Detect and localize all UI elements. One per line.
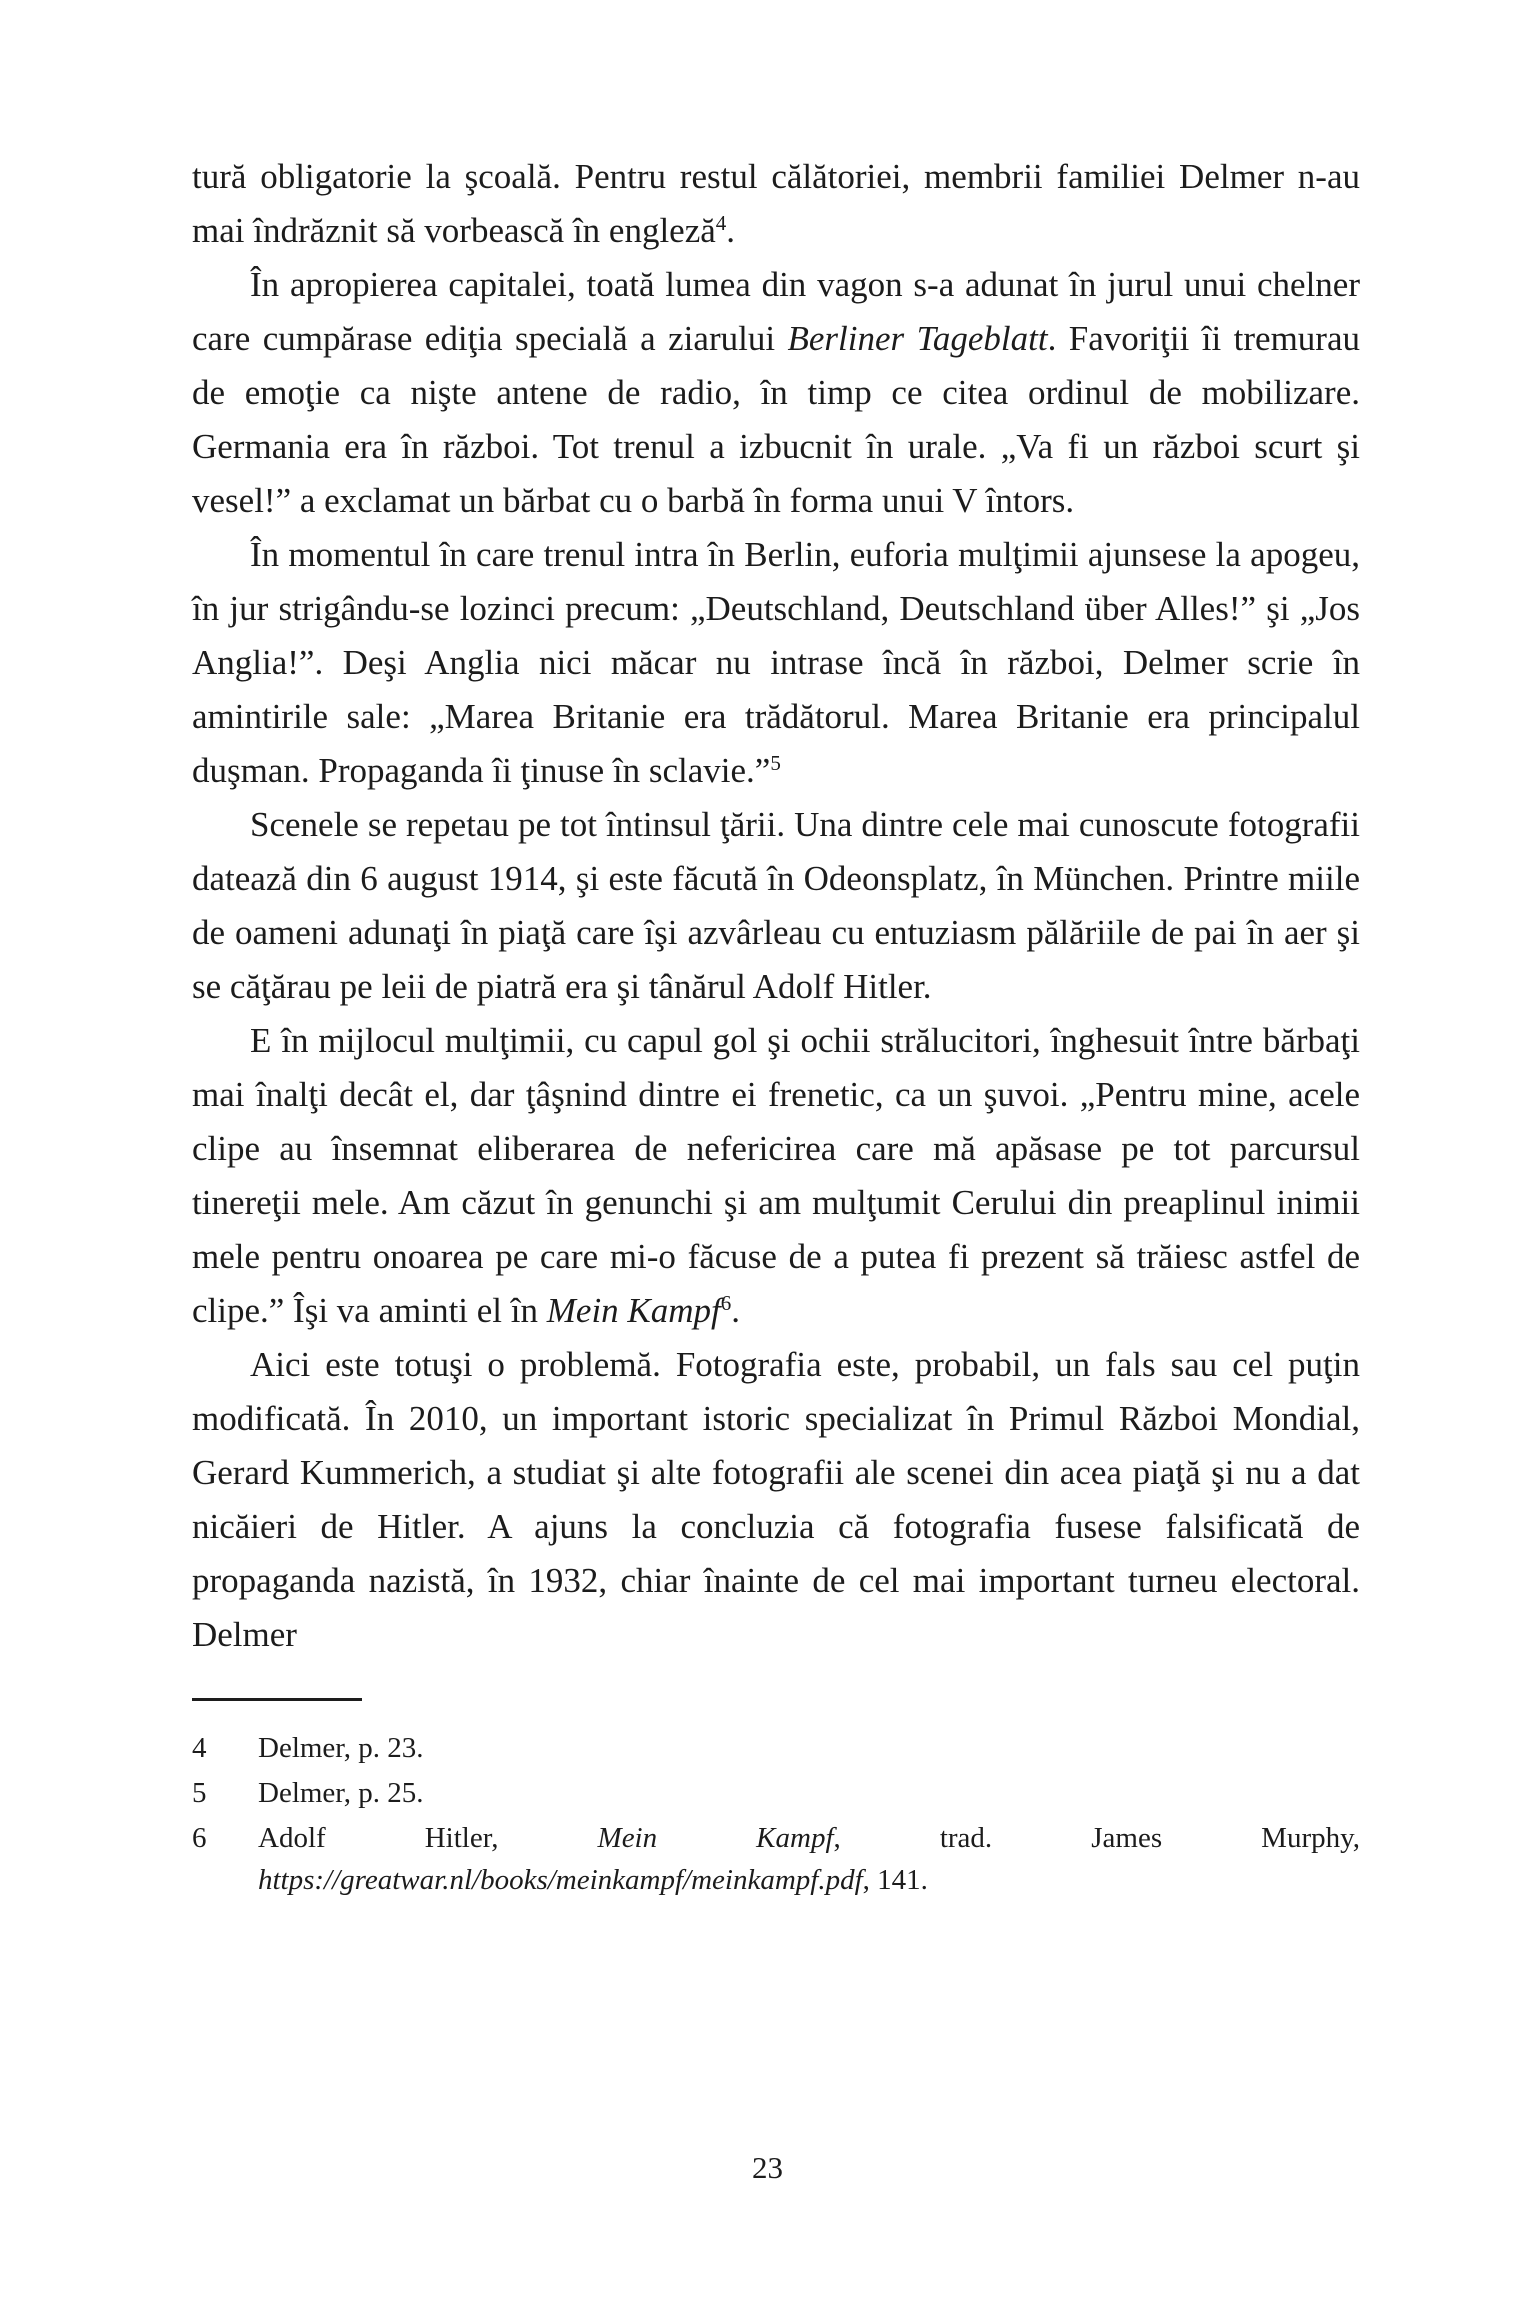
footnote-text bbox=[258, 1732, 424, 1764]
footnote-text bbox=[258, 1777, 424, 1809]
text-block bbox=[192, 150, 1360, 1904]
paragraph bbox=[192, 798, 1360, 1014]
page-number: 23 bbox=[752, 2150, 783, 2185]
footnote bbox=[192, 1772, 1360, 1814]
text-run: . bbox=[731, 1291, 741, 1330]
footnotes-section bbox=[192, 1698, 1360, 1901]
footnote-ref: 5 bbox=[770, 751, 781, 776]
italic-text: Mein Kampf bbox=[546, 1291, 721, 1330]
footnote-number: 6 bbox=[192, 1822, 207, 1854]
text-run: În apropierea capitalei, toată lumea din vagon s-a adunat în jurul unui chelner care cumpărase ediţia specială a ziarului bbox=[192, 265, 1360, 358]
footnote-number: 4 bbox=[192, 1732, 207, 1764]
text-run: tură obligatorie la şcoală. Pentru restul călătoriei, membrii familiei Delmer n-au mai îndrăznit să vorbească în engleză bbox=[192, 157, 1360, 250]
body-paragraphs bbox=[192, 150, 1360, 1662]
footnote-text bbox=[258, 1822, 1360, 1896]
italic-text: Berliner Tageblatt bbox=[787, 319, 1048, 358]
text-run: În momentul în care trenul intra în Berlin, euforia mulţimii ajunsese la apogeu, în jur strigându-se lozinci precum: „Deutschland, Deutschland über Alles!” şi „Jos Anglia!”. Deşi Anglia nici măcar nu intrase încă în război, Delmer scrie în amintirile sale: „Marea Britanie era trădătorul. Marea Britanie era principalul duşman. Propaganda îi ţinuse în sclavie.” bbox=[192, 535, 1360, 790]
footnote-number: 5 bbox=[192, 1777, 207, 1809]
text-run: Delmer, p. 25. bbox=[258, 1777, 424, 1809]
footnote bbox=[192, 1817, 1360, 1901]
text-run: , 141. bbox=[862, 1864, 928, 1896]
footnotes-list bbox=[192, 1727, 1360, 1901]
paragraph bbox=[192, 1014, 1360, 1338]
footnote-separator-rule bbox=[192, 1698, 362, 1701]
footnote bbox=[192, 1727, 1360, 1769]
text-run: Delmer, p. 23. bbox=[258, 1732, 424, 1764]
text-run: Scenele se repetau pe tot întinsul ţării. Una dintre cele mai cunoscute fotografii datează din 6 august 1914, şi este făcută în Odeonsplatz, în München. Printre miile de oameni adunaţi în piaţă care îşi azvârleau cu entuziasm pălăriile de pai în aer şi se căţărau pe leii de piatră era şi tânărul Adolf Hitler. bbox=[192, 805, 1360, 1006]
paragraph bbox=[192, 1338, 1360, 1662]
text-run: , trad. James Murphy, bbox=[833, 1822, 1360, 1854]
text-run: Adolf Hitler, bbox=[258, 1822, 598, 1854]
paragraph bbox=[192, 528, 1360, 798]
paragraph bbox=[192, 150, 1360, 258]
text-run: . bbox=[726, 211, 736, 250]
paragraph bbox=[192, 258, 1360, 528]
text-run: Aici este totuşi o problemă. Fotografia este, probabil, un fals sau cel puţin modificată. În 2010, un important istoric specializat în Primul Război Mondial, Gerard Kummerich, a studiat şi alte fotografii ale scenei din acea piaţă şi nu a dat nicăieri de Hitler. A ajuns la concluzia că fotografia fusese falsificată de propaganda nazistă, în 1932, chiar înainte de cel mai important turneu electoral. Delmer bbox=[192, 1345, 1360, 1654]
italic-text: Mein Kampf bbox=[597, 1822, 834, 1854]
footnote-ref: 6 bbox=[720, 1291, 732, 1316]
text-run: . Favoriţii îi tremurau de emoţie ca nişte antene de radio, în timp ce citea ordinul de mobilizare. Germania era în război. Tot trenul a izbucnit în urale. „Va fi un război scurt şi vesel!” a exclamat un bărbat cu o barbă în forma unui V întors. bbox=[192, 319, 1360, 520]
text-run: E în mijlocul mulţimii, cu capul gol şi ochii strălucitori, înghesuit între bărbaţi mai înalţi decât el, dar ţâşnind dintre ei frenetic, ca un şuvoi. „Pentru mine, acele clipe au însemnat eliberarea de nefericirea care mă apăsase pe tot parcursul tinereţii mele. Am căzut în genunchi şi am mulţumit Cerului din preaplinul inimii mele pentru onoarea pe care mi-o făcuse de a putea fi prezent să trăiesc astfel de clipe.” Îşi va aminti el în bbox=[192, 1021, 1360, 1330]
footnote-ref: 4 bbox=[715, 211, 727, 236]
italic-text: https://greatwar.nl/books/meinkampf/meinkampf.pdf bbox=[258, 1864, 863, 1896]
